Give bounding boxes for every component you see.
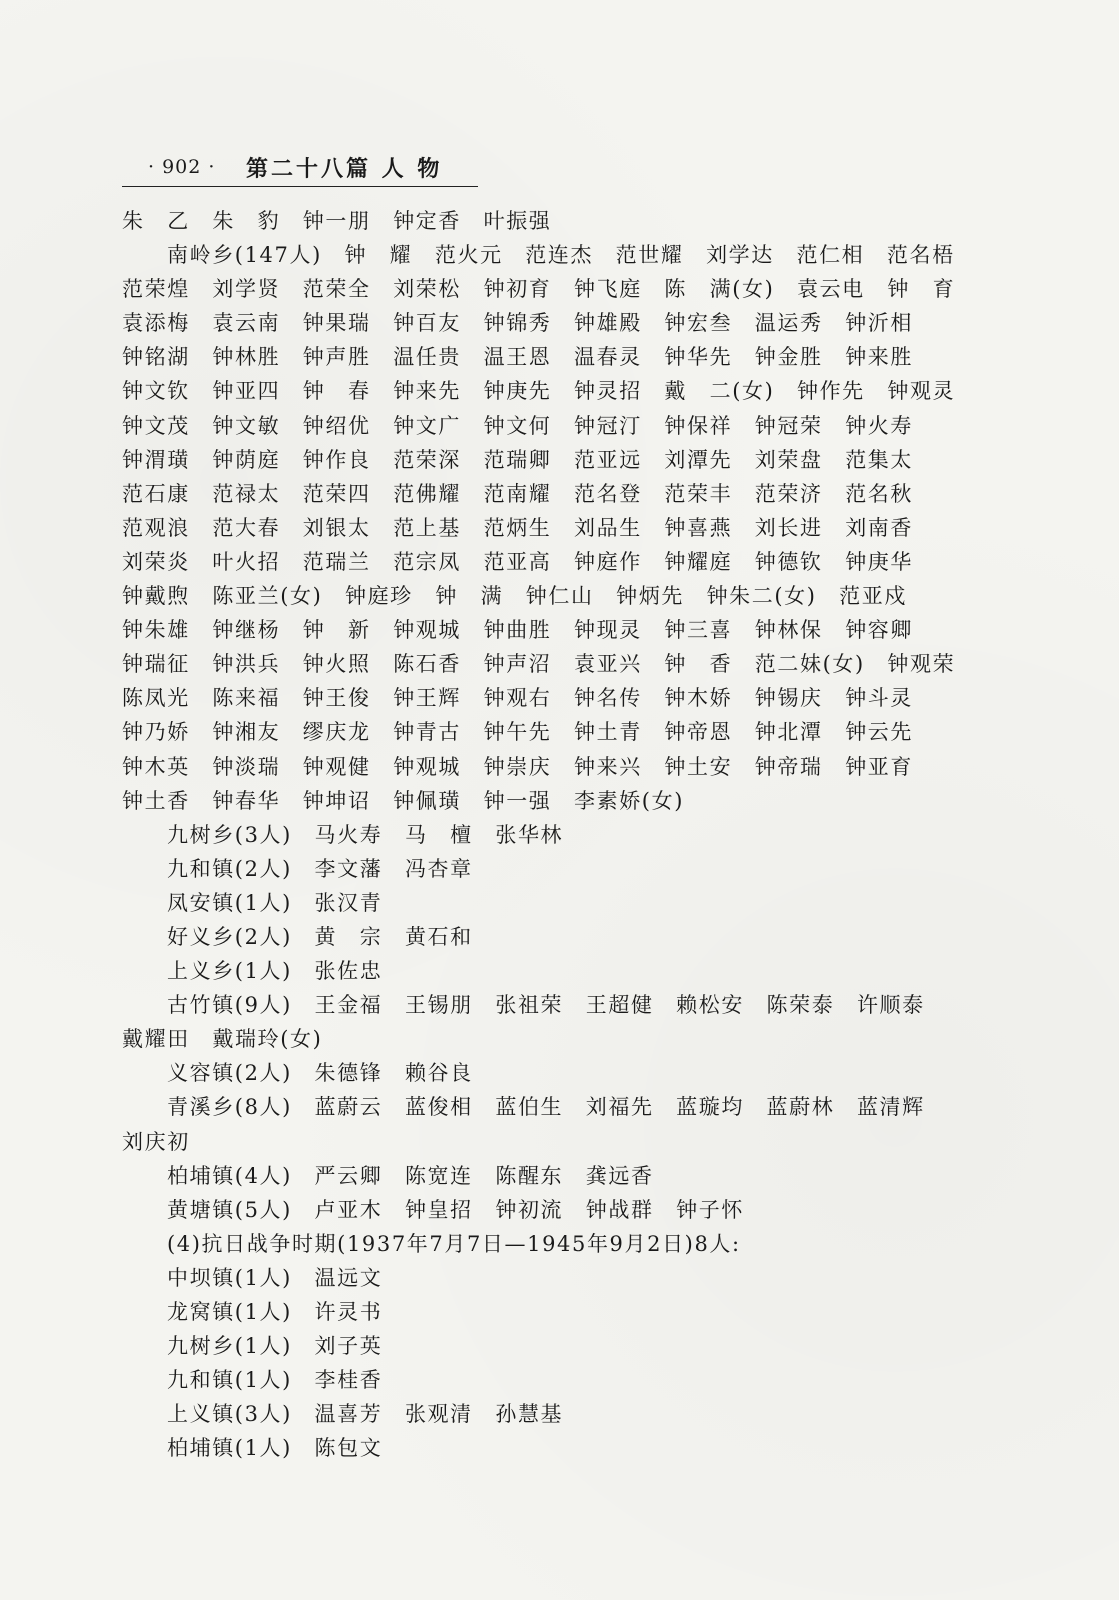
text-line: 刘庆初: [122, 1129, 190, 1154]
text-line: 戴耀田 戴瑞玲(女): [122, 1027, 323, 1052]
text-line: 朱 乙 朱 豹 钟一朋 钟定香 叶振强: [122, 209, 552, 233]
text-line: 好义乡(2人) 黄 宗 黄石和: [167, 924, 473, 949]
text-line: 九树乡(1人) 刘子英: [167, 1334, 383, 1359]
chapter-title: 第二十八篇 人 物: [246, 156, 443, 182]
text-line: 柏埔镇(4人) 严云卿 陈宽连 陈醒东 龚远香: [167, 1163, 654, 1188]
text-line: 钟铭湖 钟林胜 钟声胜 温任贵 温王恩 温春灵 钟华先 钟金胜 钟来胜: [122, 345, 913, 370]
text-line: 钟瑞征 钟洪兵 钟火照 陈石香 钟声沼 袁亚兴 钟 香 范二妹(女) 钟观荣: [122, 652, 956, 677]
text-line: 上义镇(3人) 温喜芳 张观清 孙慧基: [167, 1402, 564, 1427]
text-line: 黄塘镇(5人) 卢亚木 钟皇招 钟初流 钟战群 钟子怀: [167, 1197, 744, 1222]
text-line: 上义乡(1人) 张佐忠: [167, 959, 383, 984]
text-line: 九和镇(1人) 李桂香: [167, 1368, 383, 1393]
text-line: 龙窝镇(1人) 许灵书: [167, 1300, 383, 1324]
text-line: 中坝镇(1人) 温远文: [167, 1265, 383, 1290]
text-line: 范观浪 范大春 刘银太 范上基 范炳生 刘品生 钟喜燕 刘长进 刘南香: [122, 515, 913, 540]
text-line: 范石康 范禄太 范荣四 范佛耀 范南耀 范名登 范荣丰 范荣济 范名秋: [122, 481, 913, 506]
text-line: 九树乡(3人) 马火寿 马 檀 张华林: [167, 822, 564, 847]
page-number: · 902 ·: [148, 156, 216, 178]
text-line: (4)抗日战争时期(1937年7月7日—1945年9月2日)8人:: [167, 1231, 741, 1256]
text-line: 古竹镇(9人) 王金福 王锡朋 张祖荣 王超健 赖松安 陈荣泰 许顺泰: [167, 993, 925, 1018]
text-line: 九和镇(2人) 李文藩 冯杏章: [167, 856, 473, 881]
text-line: 钟戴煦 陈亚兰(女) 钟庭珍 钟 满 钟仁山 钟炳先 钟朱二(女) 范亚戍: [122, 584, 907, 609]
text-line: 钟渭璜 钟荫庭 钟作良 范荣深 范瑞卿 范亚远 刘潭先 刘荣盘 范集太: [122, 447, 913, 472]
text-line: 袁添梅 袁云南 钟果瑞 钟百友 钟锦秀 钟雄殿 钟宏叁 温运秀 钟沂相: [122, 311, 913, 336]
text-line: 钟文茂 钟文敏 钟绍优 钟文广 钟文何 钟冠汀 钟保祥 钟冠荣 钟火寿: [122, 413, 913, 438]
text-line: 钟乃娇 钟湘友 缪庆龙 钟青古 钟午先 钟土青 钟帝恩 钟北潭 钟云先: [122, 720, 913, 745]
running-header: [122, 150, 478, 187]
text-line: 青溪乡(8人) 蓝蔚云 蓝俊相 蓝伯生 刘福先 蓝璇均 蓝蔚林 蓝清辉: [167, 1095, 925, 1120]
text-line: 南岭乡(147人) 钟 耀 范火元 范连杰 范世耀 刘学达 范仁相 范名梧: [167, 243, 955, 268]
text-line: 凤安镇(1人) 张汉青: [167, 890, 383, 915]
text-line: 钟木英 钟淡瑞 钟观健 钟观城 钟崇庆 钟来兴 钟土安 钟帝瑞 钟亚育: [122, 754, 913, 779]
text-line: 钟土香 钟春华 钟坤诏 钟佩璜 钟一强 李素娇(女): [122, 788, 684, 813]
text-line: 刘荣炎 叶火招 范瑞兰 范宗凤 范亚高 钟庭作 钟耀庭 钟德钦 钟庚华: [122, 549, 913, 574]
text-line: 钟文钦 钟亚四 钟 春 钟来先 钟庚先 钟灵招 戴 二(女) 钟作先 钟观灵: [122, 379, 956, 404]
text-line: 柏埔镇(1人) 陈包文: [167, 1436, 383, 1461]
name-list-body: [122, 204, 962, 1465]
text-line: 义容镇(2人) 朱德锋 赖谷良: [167, 1061, 473, 1086]
text-line: 范荣煌 刘学贤 范荣全 刘荣松 钟初育 钟飞庭 陈 满(女) 袁云电 钟 育: [122, 277, 956, 302]
text-line: 钟朱雄 钟继杨 钟 新 钟观城 钟曲胜 钟现灵 钟三喜 钟林保 钟容卿: [122, 618, 913, 643]
text-line: 陈凤光 陈来福 钟王俊 钟王辉 钟观右 钟名传 钟木娇 钟锡庆 钟斗灵: [122, 686, 913, 711]
